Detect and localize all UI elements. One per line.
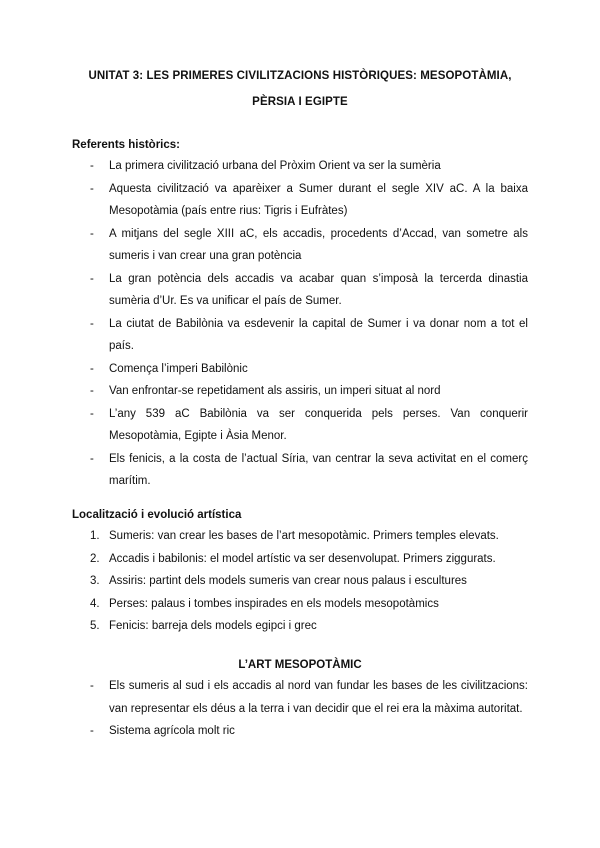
item-number: 3. [90, 575, 100, 587]
list-item [72, 223, 528, 268]
dash-marker: - [90, 452, 94, 465]
localitzacio-list [72, 525, 528, 638]
art-heading: L’ART MESOPOTÀMIC [238, 659, 362, 671]
document-title [60, 63, 540, 115]
list-item-text: A mitjans del segle XIII aC, els accadis, procedents d’Accad, van sometre als sumeris i van crear una gran potència [109, 227, 528, 262]
list-item-text: La ciutat de Babilònia va esdevenir la capital de Sumer i va donar nom a tot el país. [109, 317, 528, 352]
title-line-1: UNITAT 3: LES PRIMERES CIVILITZACIONS HISTÒRIQUES: MESOPOTÀMIA, [88, 70, 512, 82]
item-number: 1. [90, 530, 100, 542]
item-number: 2. [90, 552, 100, 565]
referents-heading: Referents històrics: [72, 139, 181, 151]
list-item-text: La primera civilització urbana del Pròxim Orient va ser la sumèria [109, 160, 441, 172]
list-item [72, 358, 528, 381]
list-item [72, 380, 528, 403]
list-item [72, 155, 528, 178]
item-number: 4. [90, 597, 100, 610]
numbered-item [72, 570, 528, 593]
dash-marker: - [90, 227, 94, 240]
dash-marker: - [90, 160, 94, 172]
numbered-item-text: Accadis i babilonis: el model artístic va ser desenvolupat. Primers ziggurats. [109, 552, 496, 565]
dash-marker: - [90, 362, 94, 375]
list-item-text: Aquesta civilització va aparèixer a Sumer durant el segle XIV aC. A la baixa Mesopotàmia (país entre rius: Tigris i Eufràtes) [109, 182, 528, 217]
list-item [72, 448, 528, 493]
dash-marker: - [90, 385, 94, 397]
list-item [72, 720, 528, 743]
list-item-text: Sistema agrícola molt ric [109, 725, 235, 737]
referents-list [72, 155, 528, 493]
dash-marker: - [90, 725, 94, 737]
item-number: 5. [90, 620, 100, 632]
numbered-item-text: Perses: palaus i tombes inspirades en els models mesopotàmics [109, 597, 439, 610]
list-item-text: Els sumeris al sud i els accadis al nord van fundar les bases de les civilitzacions: van representar els déus a la terra i van decidir que el rei era la màxima autoritat. [109, 680, 528, 715]
list-item [72, 313, 528, 358]
dash-marker: - [90, 182, 94, 195]
dash-marker: - [90, 680, 94, 692]
list-item-text: Comença l’imperi Babilònic [109, 362, 248, 375]
list-item [72, 675, 528, 720]
art-list [72, 675, 528, 743]
list-item-text: Van enfrontar-se repetidament als assiris, un imperi situat al nord [109, 385, 441, 397]
dash-marker: - [90, 272, 94, 285]
list-item [72, 268, 528, 313]
list-item-text: Els fenicis, a la costa de l’actual Síria, van centrar la seva activitat en el comerç marítim. [109, 452, 528, 487]
numbered-item [72, 593, 528, 616]
list-item [72, 178, 528, 223]
numbered-item [72, 525, 528, 548]
localitzacio-heading: Localització i evolució artística [72, 509, 242, 521]
title-line-2: PÈRSIA I EGIPTE [252, 96, 348, 108]
list-item [72, 403, 528, 448]
numbered-item [72, 548, 528, 571]
numbered-item-text: Assiris: partint dels models sumeris van crear nous palaus i escultures [109, 575, 467, 587]
numbered-item-text: Fenicis: barreja dels models egipci i grec [109, 620, 317, 632]
list-item-text: La gran potència dels accadis va acabar quan s’imposà la tercerda dinastia sumèria d’Ur. Es va unificar el país de Sumer. [109, 272, 528, 307]
numbered-item-text: Sumeris: van crear les bases de l’art mesopotàmic. Primers temples elevats. [109, 530, 499, 542]
list-item-text: L’any 539 aC Babilònia va ser conquerida pels perses. Van conquerir Mesopotàmia, Egipte i Àsia Menor. [109, 407, 528, 442]
dash-marker: - [90, 407, 94, 420]
numbered-item [72, 615, 528, 638]
dash-marker: - [90, 317, 94, 330]
